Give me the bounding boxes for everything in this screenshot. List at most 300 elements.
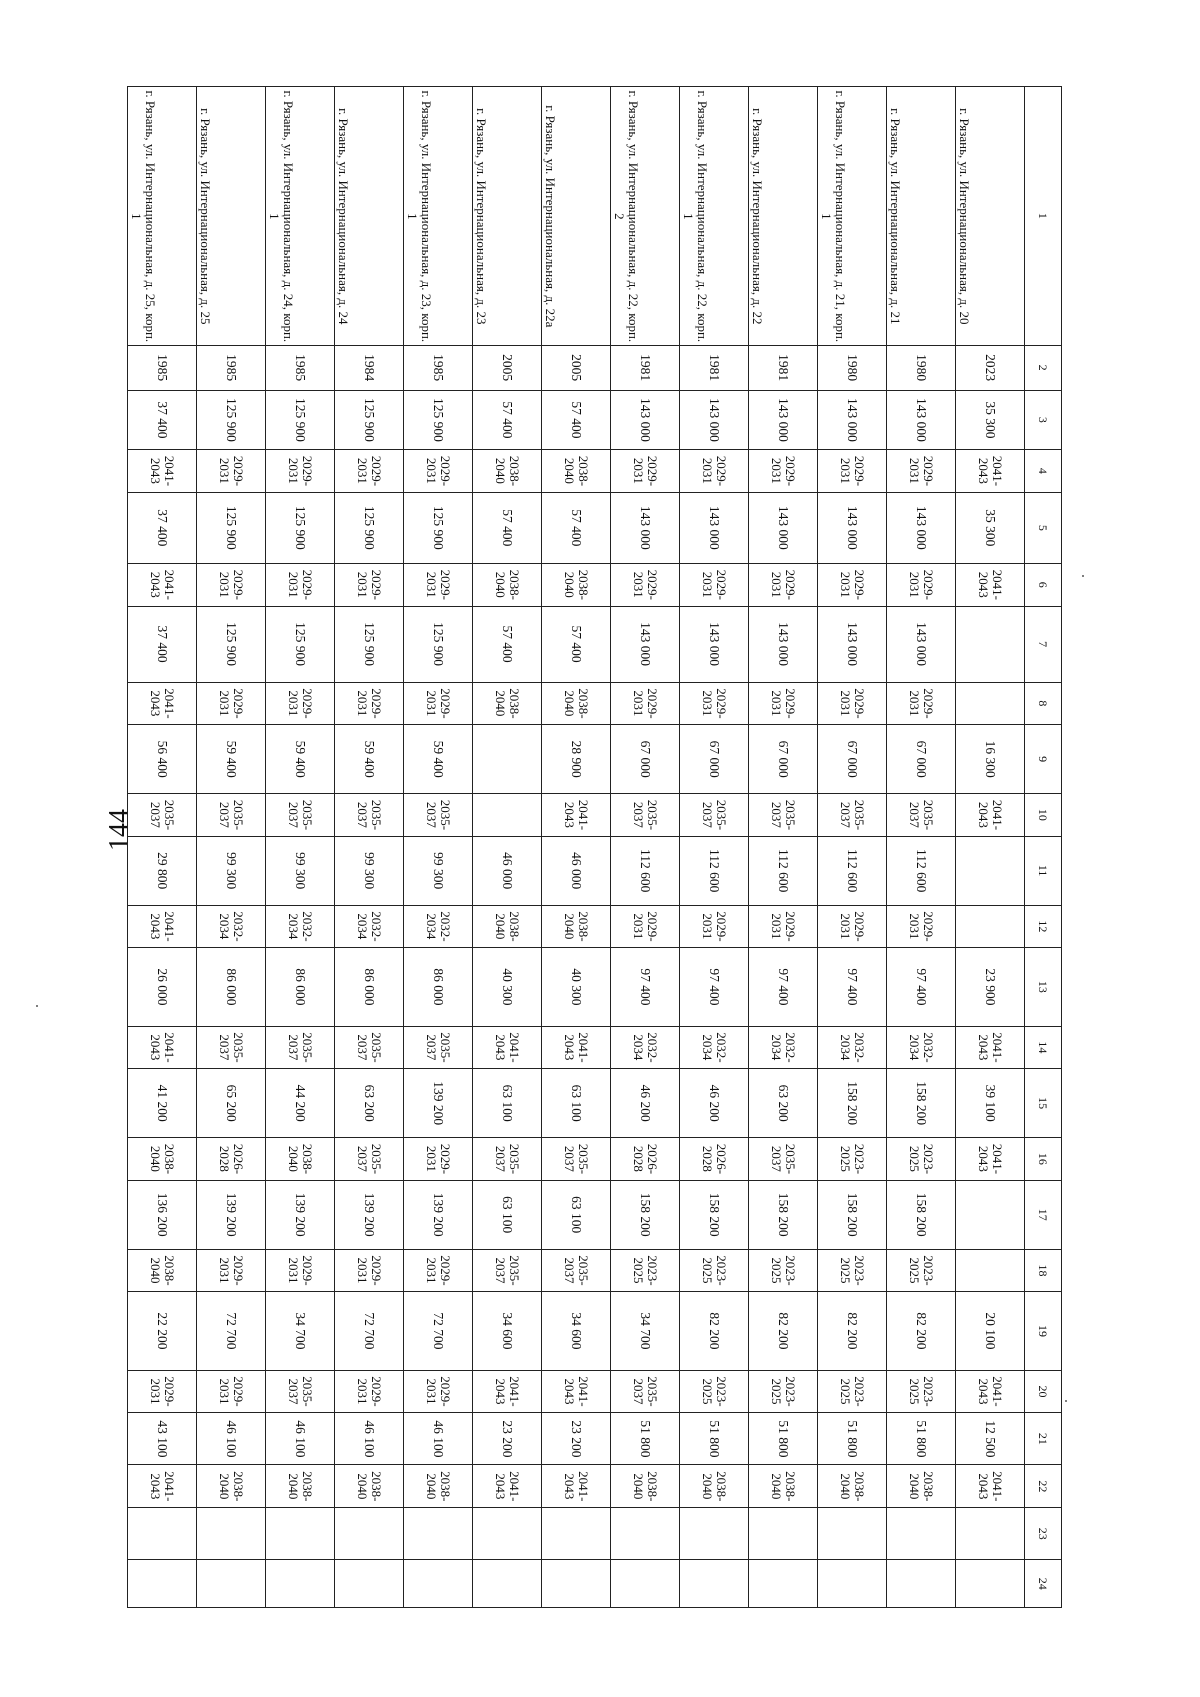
cost-cell: 43 100 [128,1413,197,1465]
cost-cell: 65 200 [197,1069,266,1138]
period-cell: 2038-2040 [128,1138,197,1181]
cost-cell: 57 400 [542,492,611,563]
period-cell [956,682,1025,725]
period-cell [404,1560,473,1608]
cost-cell: 125 900 [197,492,266,563]
year-cell: 1981 [611,345,680,390]
period-cell: 2023-2025 [887,1370,956,1413]
cost-cell: 34 600 [542,1292,611,1370]
period-cell: 2026-2028 [197,1138,266,1181]
cost-cell: 63 100 [542,1180,611,1249]
table-row [542,87,611,1608]
period-cell: 2035-2037 [887,794,956,837]
header-row [1025,87,1062,1608]
period-cell: 2029-2031 [611,563,680,606]
cost-cell: 112 600 [611,836,680,905]
period-cell: 2029-2031 [335,1370,404,1413]
page-number: 144 [104,809,135,851]
period-cell: 2029-2031 [128,1370,197,1413]
cost-cell [818,1508,887,1560]
period-cell [956,1560,1025,1608]
period-cell: 2041-2043 [542,1370,611,1413]
cost-cell: 158 200 [749,1180,818,1249]
period-cell: 2023-2025 [818,1138,887,1181]
cost-cell: 97 400 [611,948,680,1026]
cost-cell: 23 900 [956,948,1025,1026]
cost-cell [197,1508,266,1560]
period-cell: 2029-2031 [887,563,956,606]
cost-cell [749,1508,818,1560]
address-cell: г. Рязань, ул. Интернациональная, д. 25 [197,87,266,346]
cost-cell: 97 400 [818,948,887,1026]
period-cell: 2035-2037 [335,1138,404,1181]
column-header-12: 12 [1025,905,1062,948]
period-cell: 2041-2043 [956,450,1025,493]
period-cell [473,794,542,837]
period-cell: 2029-2031 [749,905,818,948]
period-cell: 2029-2031 [749,682,818,725]
cost-cell: 143 000 [680,606,749,682]
data-table [127,86,1062,1608]
cost-cell: 46 100 [404,1413,473,1465]
scan-speck [1065,1400,1067,1402]
cost-cell [680,1508,749,1560]
table-row [128,87,197,1608]
column-header-11: 11 [1025,836,1062,905]
period-cell: 2038-2040 [473,563,542,606]
period-cell: 2029-2031 [611,905,680,948]
cost-cell: 125 900 [335,390,404,449]
cost-cell: 59 400 [335,725,404,794]
cost-cell: 46 200 [611,1069,680,1138]
address-cell: г. Рязань, ул. Интернациональная, д. 23 [473,87,542,346]
period-cell: 2038-2040 [680,1465,749,1508]
cost-cell: 125 900 [266,390,335,449]
cost-cell [266,1508,335,1560]
address-cell: г. Рязань, ул. Интернациональная, д. 21, корп. 1 [818,87,887,346]
cost-cell [473,1508,542,1560]
address-cell: г. Рязань, ул. Интернациональная, д. 21 [887,87,956,346]
column-header-22: 22 [1025,1465,1062,1508]
period-cell: 2041-2043 [473,1370,542,1413]
period-cell: 2041-2043 [128,682,197,725]
cost-cell: 16 300 [956,725,1025,794]
cost-cell: 143 000 [611,606,680,682]
period-cell: 2023-2025 [818,1370,887,1413]
period-cell: 2035-2037 [128,794,197,837]
period-cell [473,1560,542,1608]
cost-cell: 57 400 [473,606,542,682]
cost-cell: 44 200 [266,1069,335,1138]
cost-cell: 158 200 [818,1069,887,1138]
table-row [956,87,1025,1608]
table-frame [129,86,1062,1608]
period-cell: 2029-2031 [749,563,818,606]
cost-cell [887,1508,956,1560]
period-cell: 2032-2034 [197,905,266,948]
cost-cell: 67 000 [818,725,887,794]
year-cell: 1984 [335,345,404,390]
cost-cell: 112 600 [680,836,749,905]
period-cell: 2035-2037 [542,1249,611,1292]
cost-cell: 143 000 [887,606,956,682]
period-cell: 2032-2034 [335,905,404,948]
column-header-2: 2 [1025,345,1062,390]
table-row [818,87,887,1608]
period-cell: 2023-2025 [680,1249,749,1292]
period-cell: 2038-2040 [473,682,542,725]
year-cell: 2023 [956,345,1025,390]
cost-cell: 136 200 [128,1180,197,1249]
table-row [197,87,266,1608]
cost-cell [404,1508,473,1560]
period-cell: 2041-2043 [473,1465,542,1508]
cost-cell: 57 400 [473,390,542,449]
period-cell [956,1249,1025,1292]
cost-cell: 46 100 [197,1413,266,1465]
cost-cell: 67 000 [749,725,818,794]
table-row [473,87,542,1608]
period-cell: 2029-2031 [404,563,473,606]
column-header-17: 17 [1025,1180,1062,1249]
cost-cell: 63 200 [335,1069,404,1138]
cost-cell: 99 300 [404,836,473,905]
cost-cell: 51 800 [749,1413,818,1465]
table-row [611,87,680,1608]
cost-cell: 86 000 [197,948,266,1026]
period-cell: 2029-2031 [887,450,956,493]
cost-cell: 34 600 [473,1292,542,1370]
cost-cell: 82 200 [749,1292,818,1370]
period-cell: 2041-2043 [542,1026,611,1069]
period-cell: 2032-2034 [611,1026,680,1069]
period-cell: 2029-2031 [335,1249,404,1292]
cost-cell: 99 300 [335,836,404,905]
cost-cell: 51 800 [680,1413,749,1465]
scan-speck [1082,575,1084,577]
period-cell: 2023-2025 [749,1249,818,1292]
period-cell: 2029-2031 [611,682,680,725]
period-cell: 2041-2043 [956,1370,1025,1413]
period-cell: 2041-2043 [956,1465,1025,1508]
cost-cell: 125 900 [197,390,266,449]
year-cell: 1980 [887,345,956,390]
period-cell: 2032-2034 [887,1026,956,1069]
address-cell: г. Рязань, ул. Интернациональная, д. 20 [956,87,1025,346]
cost-cell: 158 200 [887,1069,956,1138]
cost-cell: 99 300 [197,836,266,905]
period-cell [887,1560,956,1608]
period-cell: 2035-2037 [404,794,473,837]
column-header-14: 14 [1025,1026,1062,1069]
period-cell: 2029-2031 [197,1370,266,1413]
period-cell [749,1560,818,1608]
period-cell: 2029-2031 [887,905,956,948]
cost-cell: 40 300 [473,948,542,1026]
cost-cell: 57 400 [542,606,611,682]
column-header-23: 23 [1025,1508,1062,1560]
cost-cell: 28 900 [542,725,611,794]
period-cell: 2029-2031 [749,450,818,493]
cost-cell: 63 100 [473,1069,542,1138]
cost-cell: 26 000 [128,948,197,1026]
period-cell [818,1560,887,1608]
cost-cell: 143 000 [749,390,818,449]
cost-cell: 40 300 [542,948,611,1026]
cost-cell [956,606,1025,682]
period-cell [266,1560,335,1608]
period-cell: 2029-2031 [680,682,749,725]
period-cell: 2023-2025 [887,1249,956,1292]
period-cell: 2041-2043 [542,1465,611,1508]
period-cell: 2029-2031 [197,682,266,725]
column-header-1: 1 [1025,87,1062,346]
period-cell: 2029-2031 [266,563,335,606]
period-cell: 2038-2040 [473,905,542,948]
column-header-15: 15 [1025,1069,1062,1138]
period-cell: 2038-2040 [266,1465,335,1508]
address-cell: г. Рязань, ул. Интернациональная, д. 25, корп. 1 [128,87,197,346]
cost-cell: 20 100 [956,1292,1025,1370]
column-header-19: 19 [1025,1292,1062,1370]
cost-cell: 57 400 [542,390,611,449]
period-cell: 2038-2040 [611,1465,680,1508]
period-cell: 2032-2034 [680,1026,749,1069]
period-cell: 2035-2037 [404,1026,473,1069]
cost-cell: 143 000 [818,606,887,682]
cost-cell: 143 000 [818,492,887,563]
cost-cell: 125 900 [335,492,404,563]
period-cell [128,1560,197,1608]
cost-cell: 35 300 [956,492,1025,563]
cost-cell [956,1508,1025,1560]
period-cell: 2038-2040 [473,450,542,493]
cost-cell: 143 000 [680,390,749,449]
cost-cell: 34 700 [266,1292,335,1370]
cost-cell: 46 100 [335,1413,404,1465]
column-header-8: 8 [1025,682,1062,725]
period-cell: 2041-2043 [542,794,611,837]
cost-cell: 51 800 [611,1413,680,1465]
year-cell: 1980 [818,345,887,390]
cost-cell: 23 200 [473,1413,542,1465]
period-cell: 2029-2031 [197,1249,266,1292]
cost-cell: 125 900 [404,390,473,449]
cost-cell: 67 000 [680,725,749,794]
period-cell: 2029-2031 [335,682,404,725]
cost-cell: 41 200 [128,1069,197,1138]
period-cell: 2035-2037 [335,794,404,837]
period-cell: 2029-2031 [266,682,335,725]
cost-cell [956,1180,1025,1249]
period-cell: 2032-2034 [266,905,335,948]
address-cell: г. Рязань, ул. Интернациональная, д. 24 [335,87,404,346]
cost-cell: 86 000 [404,948,473,1026]
cost-cell: 57 400 [473,492,542,563]
period-cell [197,1560,266,1608]
year-cell: 1985 [197,345,266,390]
cost-cell: 72 700 [404,1292,473,1370]
address-cell: г. Рязань, ул. Интернациональная, д. 22 [749,87,818,346]
address-cell: г. Рязань, ул. Интернациональная, д. 22, корп. 2 [611,87,680,346]
cost-cell: 86 000 [266,948,335,1026]
scan-speck [36,1005,38,1007]
period-cell: 2041-2043 [956,1026,1025,1069]
period-cell: 2035-2037 [197,794,266,837]
cost-cell: 125 900 [404,492,473,563]
period-cell: 2032-2034 [749,1026,818,1069]
cost-cell: 97 400 [887,948,956,1026]
period-cell: 2035-2037 [473,1138,542,1181]
year-cell: 1985 [404,345,473,390]
period-cell: 2029-2031 [404,1249,473,1292]
column-header-16: 16 [1025,1138,1062,1181]
period-cell: 2029-2031 [266,450,335,493]
address-cell: г. Рязань, ул. Интернациональная, д. 24, корп. 1 [266,87,335,346]
cost-cell: 143 000 [887,390,956,449]
period-cell: 2041-2043 [128,450,197,493]
cost-cell: 158 200 [818,1180,887,1249]
period-cell [680,1560,749,1608]
period-cell: 2023-2025 [887,1138,956,1181]
cost-cell: 143 000 [611,492,680,563]
cost-cell: 143 000 [611,390,680,449]
period-cell: 2035-2037 [542,1138,611,1181]
cost-cell: 29 800 [128,836,197,905]
cost-cell [473,725,542,794]
cost-cell [542,1508,611,1560]
table-row [749,87,818,1608]
cost-cell: 37 400 [128,390,197,449]
period-cell: 2035-2037 [266,794,335,837]
cost-cell: 139 200 [197,1180,266,1249]
table-row [887,87,956,1608]
period-cell: 2035-2037 [749,794,818,837]
period-cell: 2035-2037 [335,1026,404,1069]
cost-cell: 82 200 [818,1292,887,1370]
period-cell: 2029-2031 [404,450,473,493]
period-cell: 2029-2031 [680,563,749,606]
period-cell: 2029-2031 [197,450,266,493]
year-cell: 1981 [680,345,749,390]
period-cell: 2026-2028 [680,1138,749,1181]
cost-cell [611,1508,680,1560]
period-cell: 2029-2031 [404,682,473,725]
cost-cell: 125 900 [197,606,266,682]
cost-cell: 143 000 [749,492,818,563]
table-row [266,87,335,1608]
period-cell: 2038-2040 [542,450,611,493]
cost-cell: 97 400 [749,948,818,1026]
period-cell: 2026-2028 [611,1138,680,1181]
cost-cell: 67 000 [611,725,680,794]
period-cell: 2038-2040 [818,1465,887,1508]
period-cell: 2029-2031 [818,682,887,725]
cost-cell: 86 000 [335,948,404,1026]
period-cell [335,1560,404,1608]
year-cell: 1985 [266,345,335,390]
table-row [680,87,749,1608]
column-header-18: 18 [1025,1249,1062,1292]
period-cell: 2035-2037 [266,1026,335,1069]
cost-cell: 112 600 [818,836,887,905]
column-header-5: 5 [1025,492,1062,563]
cost-cell: 72 700 [197,1292,266,1370]
period-cell: 2038-2040 [197,1465,266,1508]
cost-cell: 39 100 [956,1069,1025,1138]
period-cell [611,1560,680,1608]
cost-cell: 23 200 [542,1413,611,1465]
cost-cell: 125 900 [266,606,335,682]
address-cell: г. Рязань, ул. Интернациональная, д. 22а [542,87,611,346]
cost-cell: 67 000 [887,725,956,794]
period-cell: 2038-2040 [542,905,611,948]
period-cell: 2038-2040 [542,563,611,606]
cost-cell: 51 800 [818,1413,887,1465]
period-cell: 2023-2025 [680,1370,749,1413]
period-cell: 2029-2031 [335,563,404,606]
cost-cell: 139 200 [404,1069,473,1138]
period-cell: 2029-2031 [680,905,749,948]
cost-cell: 63 100 [473,1180,542,1249]
period-cell: 2029-2031 [887,682,956,725]
period-cell: 2035-2037 [266,1370,335,1413]
year-cell: 1985 [128,345,197,390]
table-row [404,87,473,1608]
column-header-21: 21 [1025,1413,1062,1465]
period-cell: 2035-2037 [680,794,749,837]
period-cell [542,1560,611,1608]
period-cell: 2035-2037 [749,1138,818,1181]
period-cell: 2023-2025 [611,1249,680,1292]
cost-cell: 139 200 [404,1180,473,1249]
period-cell: 2038-2040 [404,1465,473,1508]
cost-cell: 139 200 [266,1180,335,1249]
column-header-10: 10 [1025,794,1062,837]
period-cell: 2038-2040 [128,1249,197,1292]
cost-cell: 51 800 [887,1413,956,1465]
cost-cell: 46 000 [542,836,611,905]
period-cell: 2041-2043 [128,563,197,606]
period-cell: 2041-2043 [956,1138,1025,1181]
period-cell: 2035-2037 [818,794,887,837]
period-cell: 2029-2031 [611,450,680,493]
cost-cell: 46 100 [266,1413,335,1465]
period-cell: 2029-2031 [404,1370,473,1413]
cost-cell: 112 600 [887,836,956,905]
period-cell: 2041-2043 [128,905,197,948]
cost-cell: 143 000 [887,492,956,563]
cost-cell [956,836,1025,905]
cost-cell: 35 300 [956,390,1025,449]
period-cell: 2035-2037 [611,794,680,837]
period-cell: 2038-2040 [266,1138,335,1181]
cost-cell: 59 400 [404,725,473,794]
column-header-4: 4 [1025,450,1062,493]
cost-cell: 125 900 [404,606,473,682]
period-cell: 2038-2040 [542,682,611,725]
column-header-6: 6 [1025,563,1062,606]
column-header-24: 24 [1025,1560,1062,1608]
cost-cell: 99 300 [266,836,335,905]
cost-cell: 12 500 [956,1413,1025,1465]
period-cell: 2035-2037 [473,1249,542,1292]
column-header-3: 3 [1025,390,1062,449]
column-header-9: 9 [1025,725,1062,794]
address-cell: г. Рязань, ул. Интернациональная, д. 23, корп. 1 [404,87,473,346]
column-header-7: 7 [1025,606,1062,682]
cost-cell: 82 200 [680,1292,749,1370]
